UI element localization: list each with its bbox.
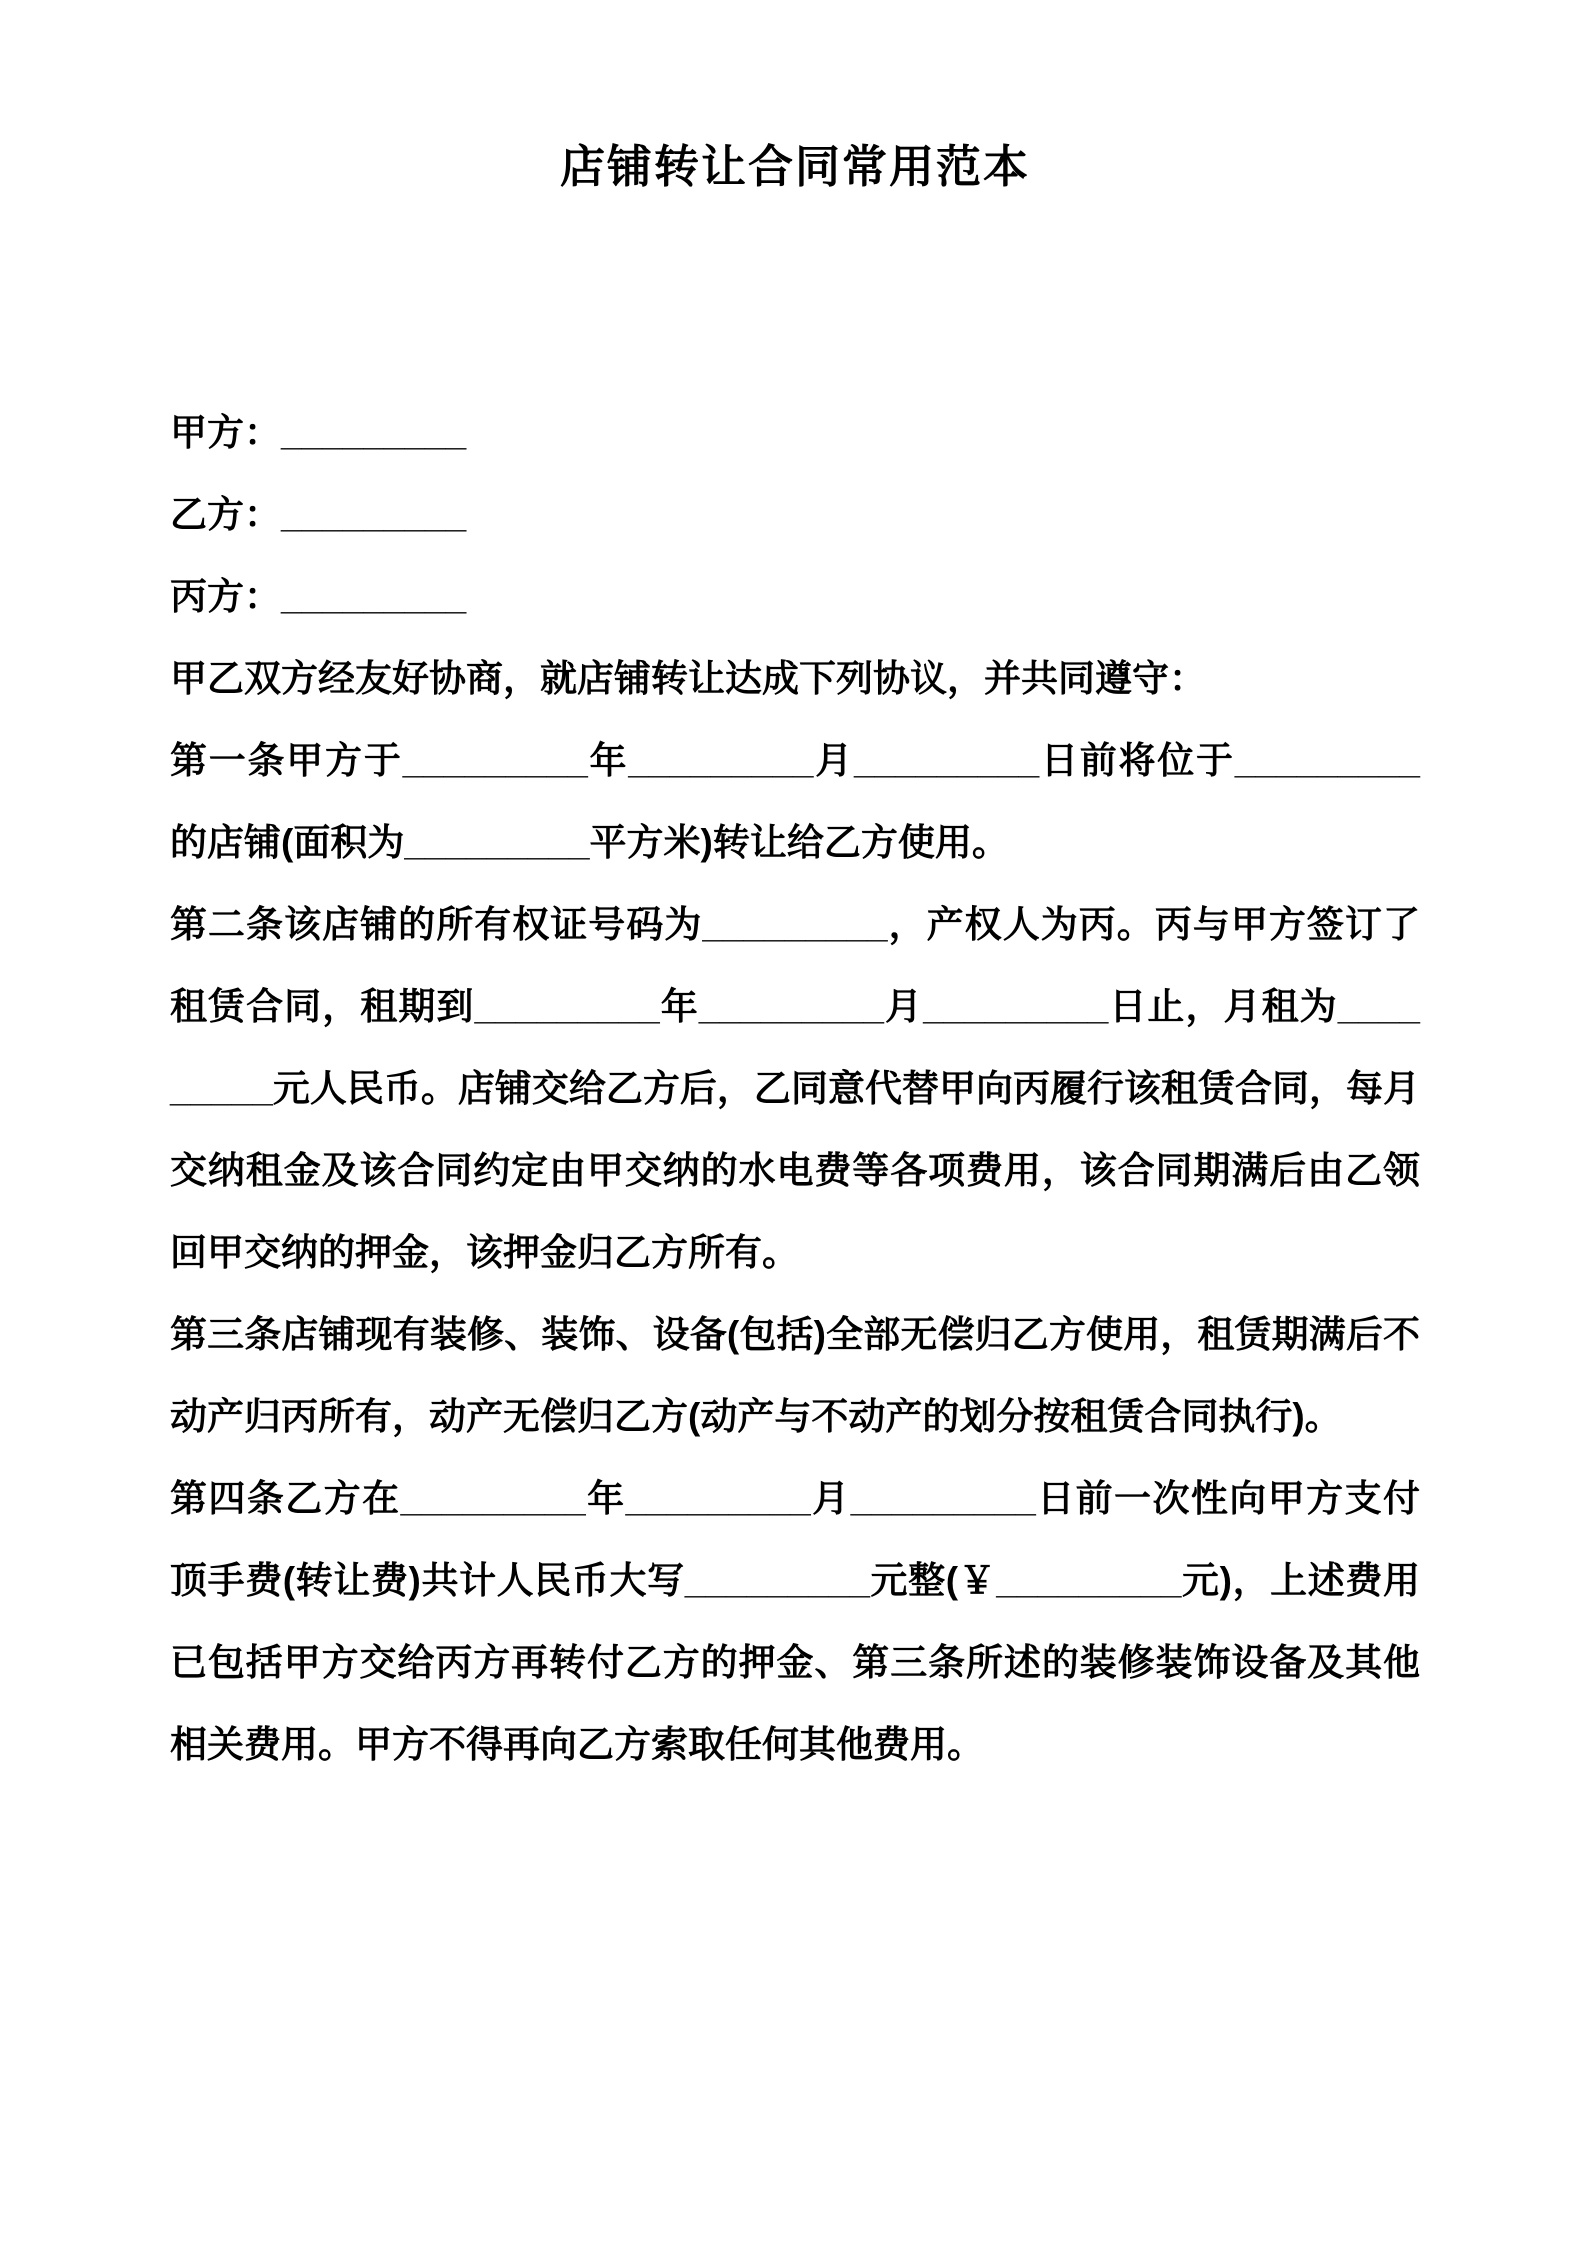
clause-4-paragraph: 第四条乙方在_________年_________月_________日前一次性向甲方支付顶手费(转让费)共计人民币大写_________元整(￥_________元)，上述费用已包括甲方交给丙方再转付乙方的押金、第三条所述的装修装饰设备及其他相关费用。甲方不得再向乙方索取任何其他费用。 — [170, 1478, 1420, 1765]
clause-2-paragraph: 第二条该店铺的所有权证号码为_________，产权人为丙。丙与甲方签订了租赁合同，租期到_________年_________月_________日止，月租为_________元人民币。店铺交给乙方后，乙同意代替甲向丙履行该租赁合同，每月交纳租金及该合同约定由甲交纳的水电费等各项费用，该合同期满后由乙领回甲交纳的押金，该押金归乙方所有。 — [170, 904, 1420, 1273]
clause-1-paragraph: 第一条甲方于_________年_________月_________日前将位于_________的店铺(面积为_________平方米)转让给乙方使用。 — [170, 740, 1420, 863]
party-b-line: 乙方：_________ — [170, 494, 467, 535]
clause-3-paragraph: 第三条店铺现有装修、装饰、设备(包括)全部无偿归乙方使用，租赁期满后不动产归丙所有，动产无偿归乙方(动产与不动产的划分按租赁合同执行)。 — [170, 1314, 1420, 1437]
document-body — [170, 392, 1420, 1786]
party-a-line: 甲方：_________ — [170, 412, 467, 453]
preamble-paragraph: 甲乙双方经友好协商，就店铺转让达成下列协议，并共同遵守： — [170, 658, 1206, 699]
party-c-line: 丙方：_________ — [170, 576, 467, 617]
document-title: 店铺转让合同常用范本 — [559, 141, 1030, 192]
